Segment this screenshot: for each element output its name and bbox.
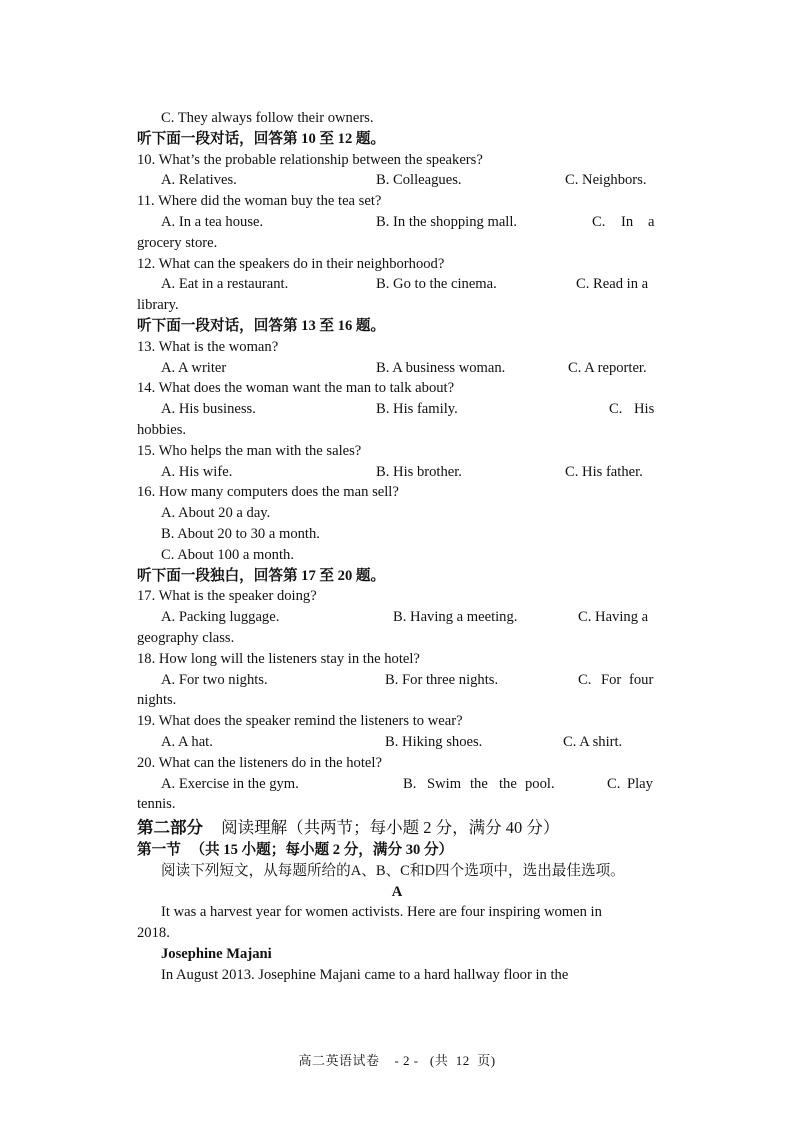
option-c-word: C.	[592, 213, 606, 230]
option-continuation: tennis.	[137, 796, 176, 813]
option-a: A. His wife.	[161, 463, 233, 480]
options-10	[137, 170, 657, 191]
option-c-word: Play	[627, 775, 653, 792]
option-b-word: B.	[403, 775, 417, 792]
options-12	[137, 274, 657, 295]
option-b-word: the	[499, 775, 517, 792]
option-a: A. His business.	[161, 401, 256, 418]
question-15: 15. Who helps the man with the sales?	[137, 442, 362, 459]
options-18	[137, 670, 657, 691]
option-continuation: nights.	[137, 692, 177, 709]
option-c: C. About 100 a month.	[161, 546, 294, 563]
option-a: A. A writer	[161, 359, 227, 376]
question-20: 20. What can the listeners do in the hotel?	[137, 754, 382, 771]
question-10: 10. What’s the probable relationship between the speakers?	[137, 151, 483, 168]
option-b: B. For three nights.	[385, 671, 499, 688]
question-12: 12. What can the speakers do in their neighborhood?	[137, 255, 445, 272]
option-b: B. A business woman.	[376, 359, 506, 376]
option-c-word: a	[648, 213, 655, 230]
option-c: C. A shirt.	[563, 733, 623, 750]
section-heading: 听下面一段对话，回答第 10 至 12 题。	[137, 130, 386, 147]
question-14: 14. What does the woman want the man to talk about?	[137, 380, 455, 397]
option-b: B. About 20 to 30 a month.	[161, 525, 320, 542]
section-heading	[137, 840, 657, 861]
question-17: 17. What is the speaker doing?	[137, 588, 317, 605]
options-15	[137, 462, 657, 483]
option-c-word: C.	[578, 671, 592, 688]
option-b: B. Go to the cinema.	[376, 276, 497, 293]
option-a: A. In a tea house.	[161, 213, 264, 230]
option-a: A. Eat in a restaurant.	[161, 276, 289, 293]
question-18: 18. How long will the listeners stay in the hotel?	[137, 650, 420, 667]
options-17	[137, 607, 657, 628]
option-continuation: hobbies.	[137, 421, 187, 438]
page-footer: 高二英语试卷 - 2 - (共 12 页)	[298, 1053, 496, 1068]
option-c-word: four	[629, 671, 654, 688]
option-c-word: In	[621, 213, 634, 230]
option-b-word: the	[470, 775, 488, 792]
option-a: A. Exercise in the gym.	[161, 775, 299, 792]
part-description: 阅读理解（共两节；每小题 2 分，满分 40 分）	[221, 818, 560, 838]
option-c: C. Neighbors.	[565, 172, 647, 189]
option-c: C. A reporter.	[568, 359, 647, 376]
option-continuation: library.	[137, 297, 179, 314]
option-c-word: C.	[609, 401, 623, 418]
option-a: A. A hat.	[161, 733, 213, 750]
paragraph-line: In August 2013. Josephine Majani came to a hard hallway floor in the	[161, 966, 569, 983]
instructions: 阅读下列短文，从每题所给的A、B、C和D四个选项中，选出最佳选项。	[161, 862, 625, 879]
option-b: B. Colleagues.	[376, 172, 462, 189]
option-c: C. His father.	[565, 463, 643, 480]
person-name: Josephine Majani	[161, 946, 272, 963]
question-16: 16. How many computers does the man sell?	[137, 484, 399, 501]
exam-page	[137, 108, 657, 986]
part-title: 第二部分	[137, 818, 203, 838]
option-b-word: pool.	[525, 775, 555, 792]
option-c-word: C.	[607, 775, 621, 792]
option-line: C. They always follow their owners.	[161, 110, 374, 126]
part-heading	[137, 815, 657, 840]
options-11	[137, 212, 657, 233]
option-continuation: grocery store.	[137, 234, 218, 251]
options-13	[137, 358, 657, 379]
section-heading: 听下面一段独白，回答第 17 至 20 题。	[137, 567, 386, 584]
section-title: 第一节	[137, 842, 181, 859]
paragraph-line: 2018.	[137, 925, 170, 942]
option-a: A. About 20 a day.	[161, 505, 271, 522]
option-b: B. In the shopping mall.	[376, 213, 518, 230]
option-a: A. Packing luggage.	[161, 609, 280, 626]
option-b: B. His brother.	[376, 463, 462, 480]
option-b: B. His family.	[376, 401, 458, 418]
question-13: 13. What is the woman?	[137, 338, 279, 355]
options-19	[137, 732, 657, 753]
option-b-word: Swim	[427, 775, 462, 792]
options-20	[137, 774, 657, 795]
options-14	[137, 399, 657, 420]
question-19: 19. What does the speaker remind the listeners to wear?	[137, 713, 463, 730]
passage-label: A	[391, 883, 403, 900]
option-c: C. Read in a	[576, 276, 649, 293]
section-heading: 听下面一段对话，回答第 13 至 16 题。	[137, 317, 386, 334]
option-c-word: For	[601, 671, 622, 688]
option-b: B. Having a meeting.	[393, 609, 518, 626]
paragraph-line: It was a harvest year for women activists. Here are four inspiring women in	[161, 904, 602, 921]
question-11: 11. Where did the woman buy the tea set?	[137, 193, 382, 210]
option-continuation: geography class.	[137, 629, 235, 646]
option-c-word: His	[634, 401, 655, 418]
option-a: A. Relatives.	[161, 172, 237, 189]
option-a: A. For two nights.	[161, 671, 268, 688]
section-description: （共 15 小题；每小题 2 分，满分 30 分）	[190, 842, 454, 859]
option-b: B. Hiking shoes.	[385, 733, 483, 750]
option-c: C. Having a	[578, 609, 649, 626]
